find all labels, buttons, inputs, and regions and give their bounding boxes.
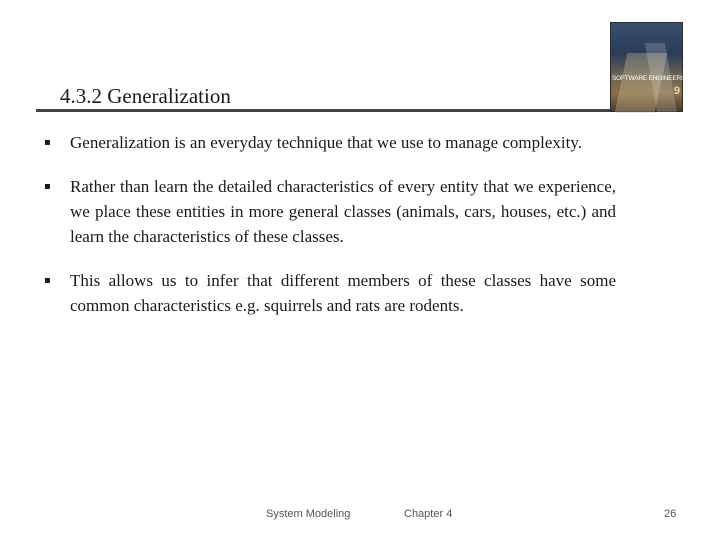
- footer-center: Chapter 4: [404, 508, 453, 520]
- footer-left: System Modeling: [266, 508, 351, 520]
- title-underline: [36, 109, 612, 112]
- bullet-list: [44, 130, 616, 337]
- bullet-text: This allows us to infer that different members of these classes have some common characteristics e.g. squirrels and rats are rodents.: [70, 271, 616, 315]
- cover-title: SOFTWARE ENGINEERING: [612, 75, 692, 82]
- bullet-item: [44, 174, 616, 249]
- bullet-item: [44, 130, 616, 155]
- bullet-text: Generalization is an everyday technique that we use to manage complexity.: [70, 133, 583, 152]
- slide-title: 4.3.2 Generalization: [60, 84, 231, 108]
- book-cover-image: [610, 22, 692, 112]
- bullet-text: Rather than learn the detailed characteristics of every entity that we experience, we place these entities in more general classes (animals, cars, houses, etc.) and learn the characteristics of these classes.: [70, 177, 616, 246]
- bullet-marker-icon: ▪: [44, 137, 51, 148]
- bullet-item: [44, 268, 616, 318]
- bullet-marker-icon: ▪: [44, 275, 51, 286]
- bullet-marker-icon: ▪: [44, 181, 51, 192]
- cover-edition: 9: [673, 85, 680, 97]
- page-number: 26: [664, 508, 677, 520]
